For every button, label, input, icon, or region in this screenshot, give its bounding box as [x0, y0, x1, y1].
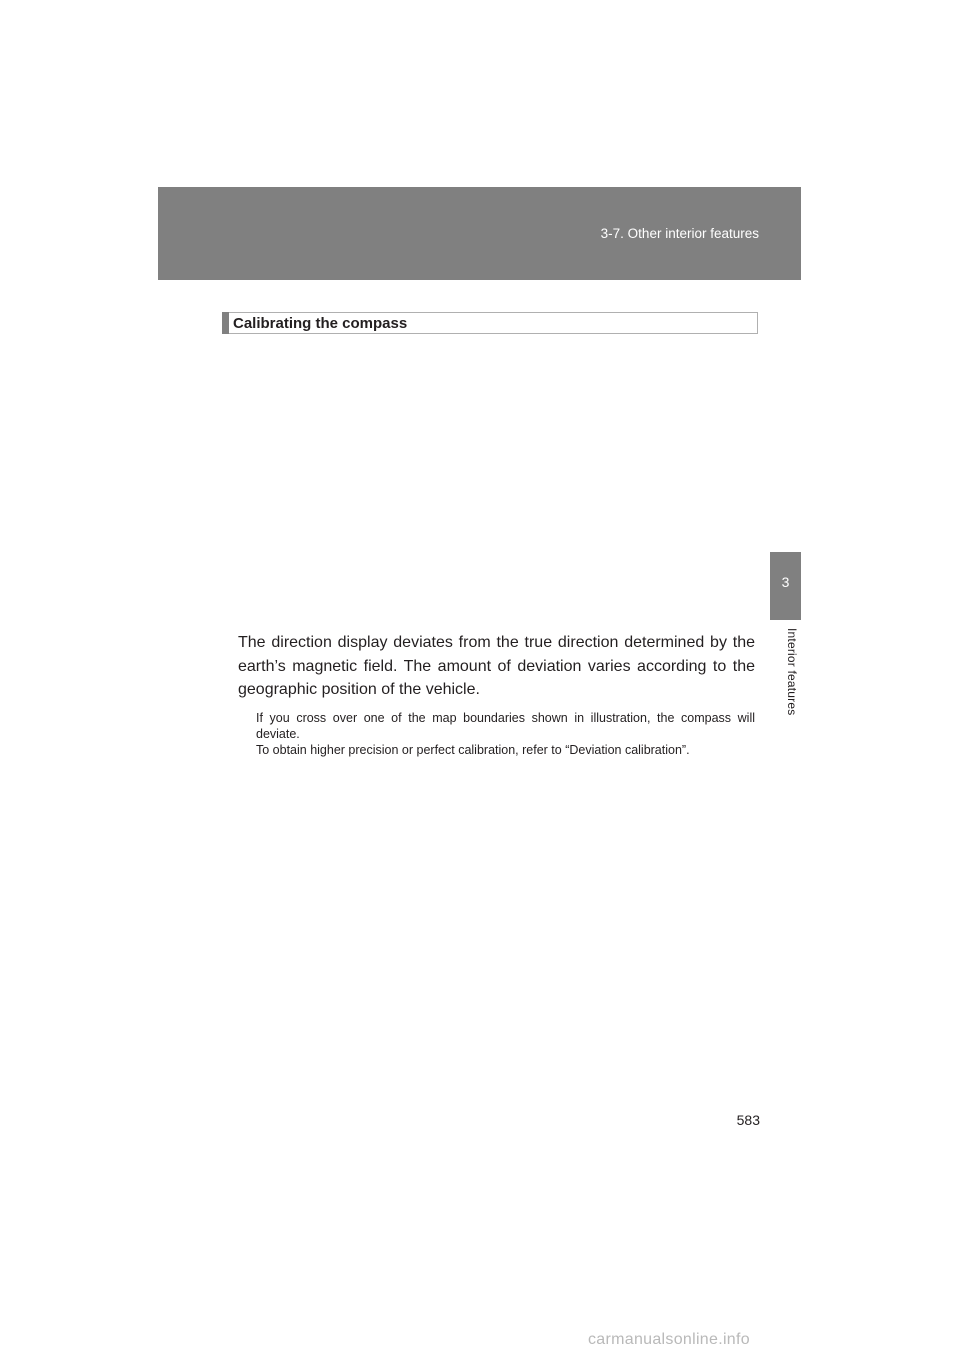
section-heading-box — [222, 312, 758, 334]
note-paragraph: If you cross over one of the map boundaries shown in illustration, the compass will deviate. — [256, 711, 755, 741]
watermark: carmanualsonline.info — [588, 1331, 750, 1348]
chapter-label: Interior features — [785, 628, 799, 716]
note-block — [256, 710, 755, 758]
page-number: 583 — [736, 1112, 760, 1128]
section-title: 3-7. Other interior features — [600, 226, 759, 241]
section-heading: Calibrating the compass — [233, 315, 408, 332]
chapter-header-band — [158, 187, 801, 280]
chapter-tab — [770, 552, 801, 620]
illustration-area — [238, 345, 750, 615]
chapter-number: 3 — [781, 574, 790, 590]
body-paragraph: The direction display deviates from the true direction determined by the earth’s magnetic field. The amount of deviation varies according to the geographic position of the vehicle. — [238, 634, 755, 698]
heading-marker — [222, 312, 229, 334]
note-paragraph: To obtain higher precision or perfect calibration, refer to “Deviation calibration”. — [256, 743, 690, 757]
